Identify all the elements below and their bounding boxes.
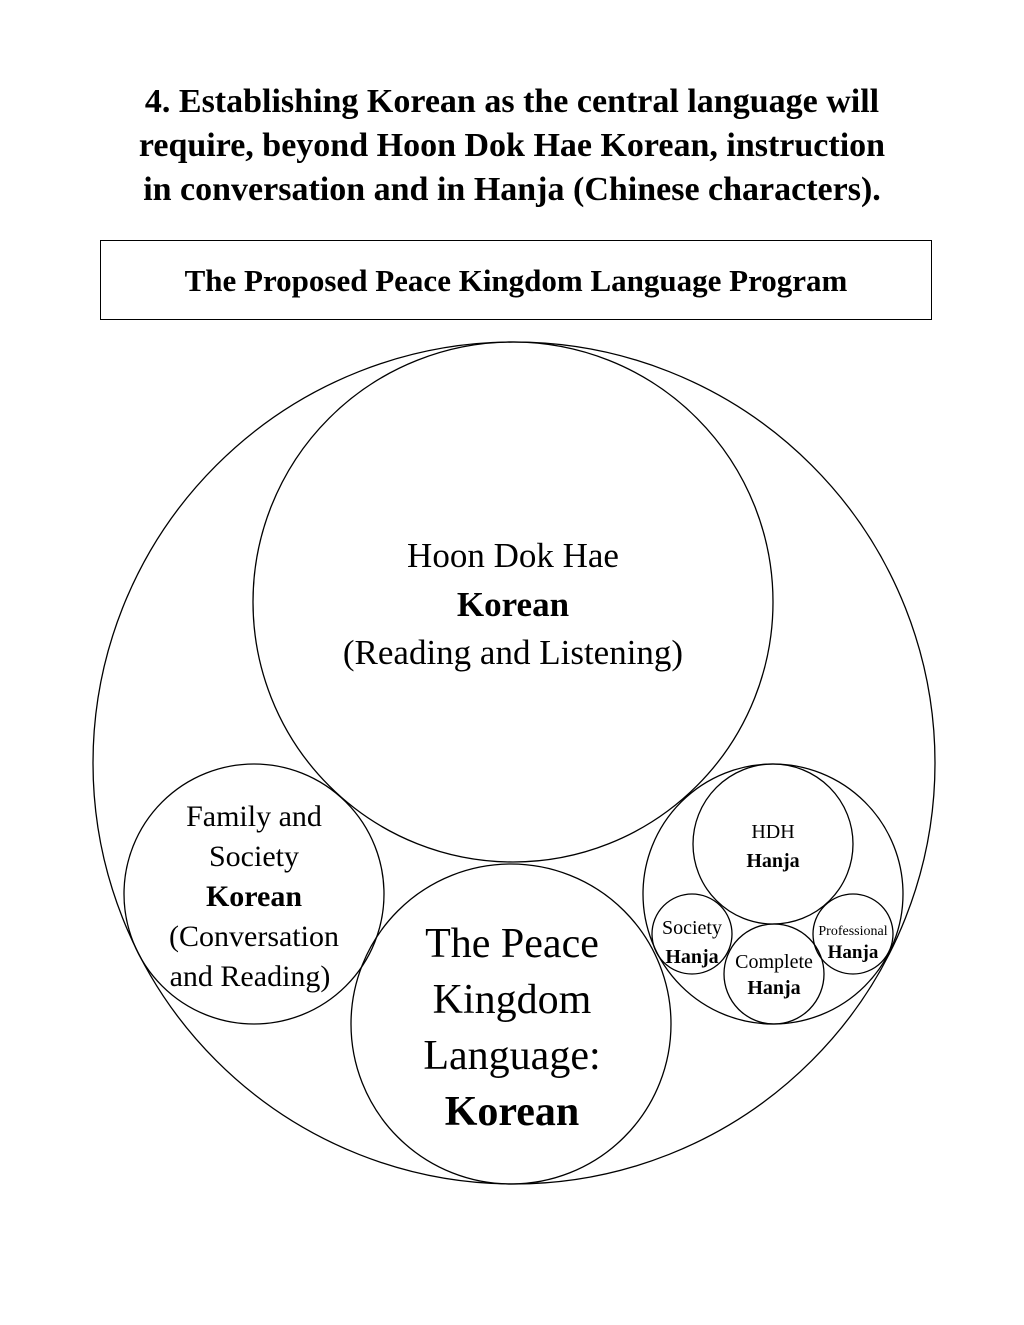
family-korean-label: and Reading) xyxy=(169,960,331,993)
program-title: The Proposed Peace Kingdom Language Program xyxy=(184,263,848,298)
complete-hanja-circle xyxy=(724,924,824,1024)
peace-kingdom-label: Language: xyxy=(423,1033,601,1079)
peace-kingdom-label: Kingdom xyxy=(432,977,592,1023)
professional-hanja-label: Professional xyxy=(818,924,888,939)
hdh-hanja-circle xyxy=(693,764,853,924)
hdh-korean-label: Korean xyxy=(456,585,570,624)
peace-kingdom-circle xyxy=(351,864,671,1184)
hdh-korean-label: (Reading and Listening) xyxy=(342,633,684,672)
family-korean-label: Family and xyxy=(186,800,322,833)
complete-hanja-label: Complete xyxy=(735,951,813,973)
family-korean-label: Society xyxy=(209,840,299,873)
hdh-hanja-label: Hanja xyxy=(746,850,800,872)
professional-hanja-label: Hanja xyxy=(827,942,879,963)
family-korean-label: Korean xyxy=(205,880,303,913)
peace-kingdom-label: The Peace xyxy=(425,921,599,967)
hdh-hanja-label: HDH xyxy=(751,821,795,843)
complete-hanja-label: Hanja xyxy=(747,977,801,999)
society-hanja-label: Hanja xyxy=(665,946,719,968)
heading-line: in conversation and in Hanja (Chinese characters). xyxy=(143,171,881,208)
family-korean-label: (Conversation xyxy=(169,920,339,953)
society-hanja-label: Society xyxy=(662,917,722,939)
heading-line: 4. Establishing Korean as the central language will xyxy=(144,83,880,120)
heading-line: require, beyond Hoon Dok Hae Korean, instruction xyxy=(138,127,886,164)
peace-kingdom-label: Korean xyxy=(444,1089,580,1135)
hdh-korean-label: Hoon Dok Hae xyxy=(407,536,619,575)
